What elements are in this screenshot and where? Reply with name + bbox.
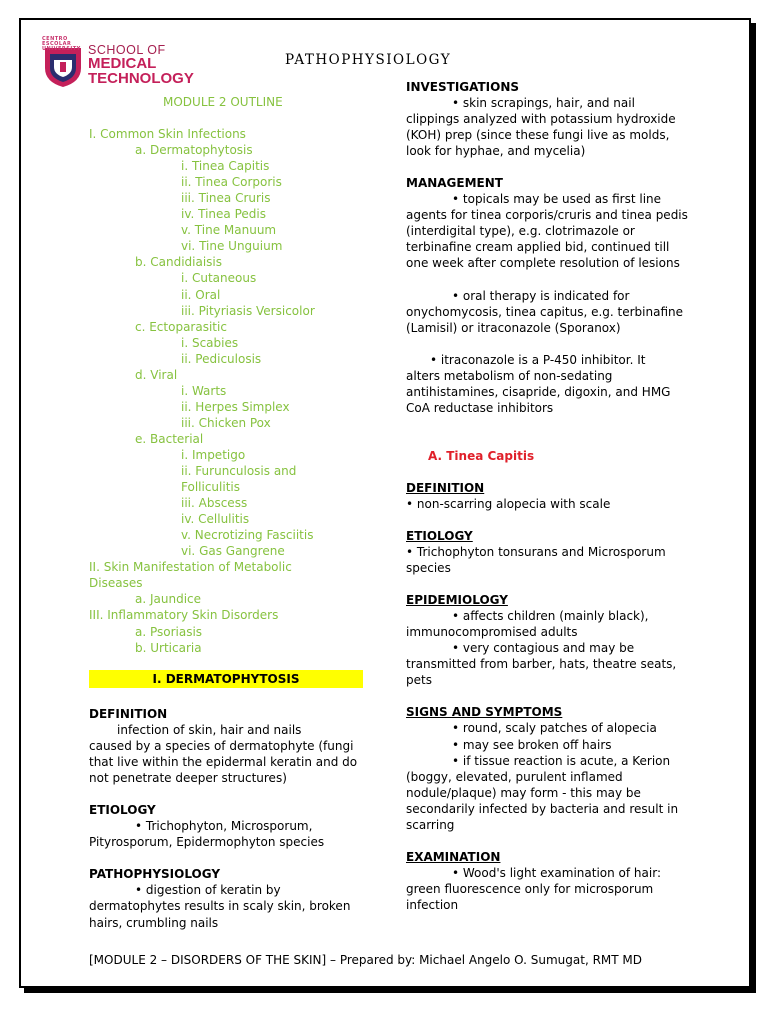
outline-item: ii. Pediculosis xyxy=(181,351,262,366)
outline-item: a. Psoriasis xyxy=(135,624,203,639)
oral-therapy-line1: • oral therapy is indicated for xyxy=(452,288,630,303)
outline-item: iii. Chicken Pox xyxy=(181,415,271,430)
tc-definition-label: DEFINITION xyxy=(406,480,485,495)
management-text: agents for tinea corporis/cruris and tinea pedis (interdigital type), e.g. clotrimazole or terbinafine cream applied bid, continued till one week after complete resolution of lesions xyxy=(406,208,688,271)
investigations-label: INVESTIGATIONS xyxy=(406,80,520,94)
tc-signs-3: • if tissue reaction is acute, a Kerion xyxy=(452,753,671,768)
pathophysiology-line1: • digestion of keratin by xyxy=(135,883,281,898)
pathophysiology-text: dermatophytes results in scaly skin, broken hairs, crumbling nails xyxy=(89,899,351,930)
outline-item: c. Ectoparasitic xyxy=(135,319,227,334)
tc-epidemiology-label: EPIDEMIOLOGY xyxy=(406,593,508,608)
page-footer: [MODULE 2 – DISORDERS OF THE SKIN] – Prepared by: Michael Angelo O. Sumugat, RMT MD xyxy=(89,953,643,967)
right-body xyxy=(406,79,694,913)
outline-item: v. Necrotizing Fasciitis xyxy=(181,528,314,543)
tc-epidemiology-line1-rest: immunocompromised adults xyxy=(406,625,578,640)
outline-item: vi. Gas Gangrene xyxy=(181,544,285,559)
itraconazole-text: alters metabolism of non-sedating antihistamines, cisapride, digoxin, and HMG CoA reductase inhibitors xyxy=(406,368,671,415)
definition-line1: infection of skin, hair and nails xyxy=(117,723,302,738)
etiology-line1: • Trichophyton, Microsporum, xyxy=(135,819,313,834)
logo-line-medical: MEDICAL xyxy=(88,55,157,72)
logo-line-school: SCHOOL OF xyxy=(88,43,166,57)
outline-item: III. Inflammatory Skin Disorders xyxy=(89,608,279,623)
outline-item: Folliculitis xyxy=(181,480,240,495)
logo-line-technology: TECHNOLOGY xyxy=(88,70,194,87)
tc-signs-label: SIGNS AND SYMPTOMS xyxy=(406,705,563,720)
investigations-text: clippings analyzed with potassium hydroxide (KOH) prep (since these fungi live as molds, look for hyphae, and mycelia) xyxy=(406,112,676,159)
outline-item: i. Warts xyxy=(181,383,227,398)
module-outline xyxy=(89,94,379,656)
outline-item: i. Scabies xyxy=(181,335,239,350)
outline-heading: MODULE 2 OUTLINE xyxy=(163,95,283,109)
tc-etiology-text: • Trichophyton tonsurans and Microsporum species xyxy=(406,545,666,576)
section-heading-dermatophytosis: I. DERMATOPHYTOSIS xyxy=(89,670,363,688)
outline-item: i. Tinea Capitis xyxy=(181,159,270,174)
tc-epidemiology-line2-rest: transmitted from barber, hats, theatre seats, pets xyxy=(406,657,677,688)
outline-list xyxy=(89,126,379,656)
tc-signs-3-rest: (boggy, elevated, purulent inflamed nodule/plaque) may form - this may be secondarily infected by bacteria and result in scarring xyxy=(406,769,679,832)
outline-item: iii. Pityriasis Versicolor xyxy=(181,303,315,318)
tc-etiology-label: ETIOLOGY xyxy=(406,528,473,543)
left-body xyxy=(89,706,369,931)
outline-item: e. Bacterial xyxy=(135,431,204,446)
outline-item: iii. Abscess xyxy=(181,496,248,511)
tc-definition-text: • non-scarring alopecia with scale xyxy=(406,496,611,511)
tc-epidemiology-line1: • affects children (mainly black), xyxy=(452,609,649,624)
etiology-text: Pityrosporum, Epidermophyton species xyxy=(89,835,325,850)
outline-item: i. Impetigo xyxy=(181,447,246,462)
outline-item: b. Candidiaisis xyxy=(135,255,223,270)
tc-epidemiology-line2: • very contagious and may be xyxy=(452,641,635,656)
tc-examination-label: EXAMINATION xyxy=(406,849,501,864)
outline-item: v. Tine Manuum xyxy=(181,223,277,238)
tc-signs-1: • round, scaly patches of alopecia xyxy=(452,721,657,736)
outline-item: d. Viral xyxy=(135,367,178,382)
outline-item: b. Urticaria xyxy=(135,640,202,655)
tc-signs-2: • may see broken off hairs xyxy=(452,737,612,752)
management-line1: • topicals may be used as first line xyxy=(452,192,662,207)
outline-item: a. Dermatophytosis xyxy=(135,143,253,158)
logo-seal-text: CENTRO ESCOLAR UNIVERSITY xyxy=(42,36,81,52)
tc-examination-text: green fluorescence only for microsporum infection xyxy=(406,881,654,912)
oral-therapy-text: onychomycosis, tinea capitus, e.g. terbinafine (Lamisil) or itraconazole (Sporanox) xyxy=(406,304,684,335)
outline-item: iii. Tinea Cruris xyxy=(181,191,271,206)
outline-item: vi. Tine Unguium xyxy=(181,239,283,254)
outline-item: ii. Oral xyxy=(181,287,221,302)
definition-label: DEFINITION xyxy=(89,707,168,721)
outline-item: Diseases xyxy=(89,576,143,591)
outline-item: iv. Tinea Pedis xyxy=(181,207,266,222)
management-label: MANAGEMENT xyxy=(406,176,503,191)
tc-examination-line1: • Wood's light examination of hair: xyxy=(452,865,661,880)
outline-item: i. Cutaneous xyxy=(181,271,257,286)
outline-item: ii. Furunculosis and xyxy=(181,464,297,479)
outline-item: I. Common Skin Infections xyxy=(89,127,246,142)
definition-text: caused by a species of dermatophyte (fungi that live within the epidermal keratin and do not penetrate deeper structures) xyxy=(89,739,358,786)
etiology-label: ETIOLOGY xyxy=(89,803,156,818)
section-a-tinea-capitis: A. Tinea Capitis xyxy=(428,448,535,463)
pathophysiology-label: PATHOPHYSIOLOGY xyxy=(89,867,221,882)
outline-item: iv. Cellulitis xyxy=(181,512,250,527)
school-logo xyxy=(42,34,222,90)
outline-item: ii. Herpes Simplex xyxy=(181,399,290,414)
outline-item: II. Skin Manifestation of Metabolic xyxy=(89,560,292,575)
outline-item: ii. Tinea Corporis xyxy=(181,175,282,190)
investigations-line1: • skin scrapings, hair, and nail xyxy=(452,96,635,111)
page-title: PATHOPHYSIOLOGY xyxy=(285,52,452,68)
itraconazole-line1: • itraconazole is a P-450 inhibitor. It xyxy=(430,352,646,367)
outline-item: a. Jaundice xyxy=(135,592,202,607)
